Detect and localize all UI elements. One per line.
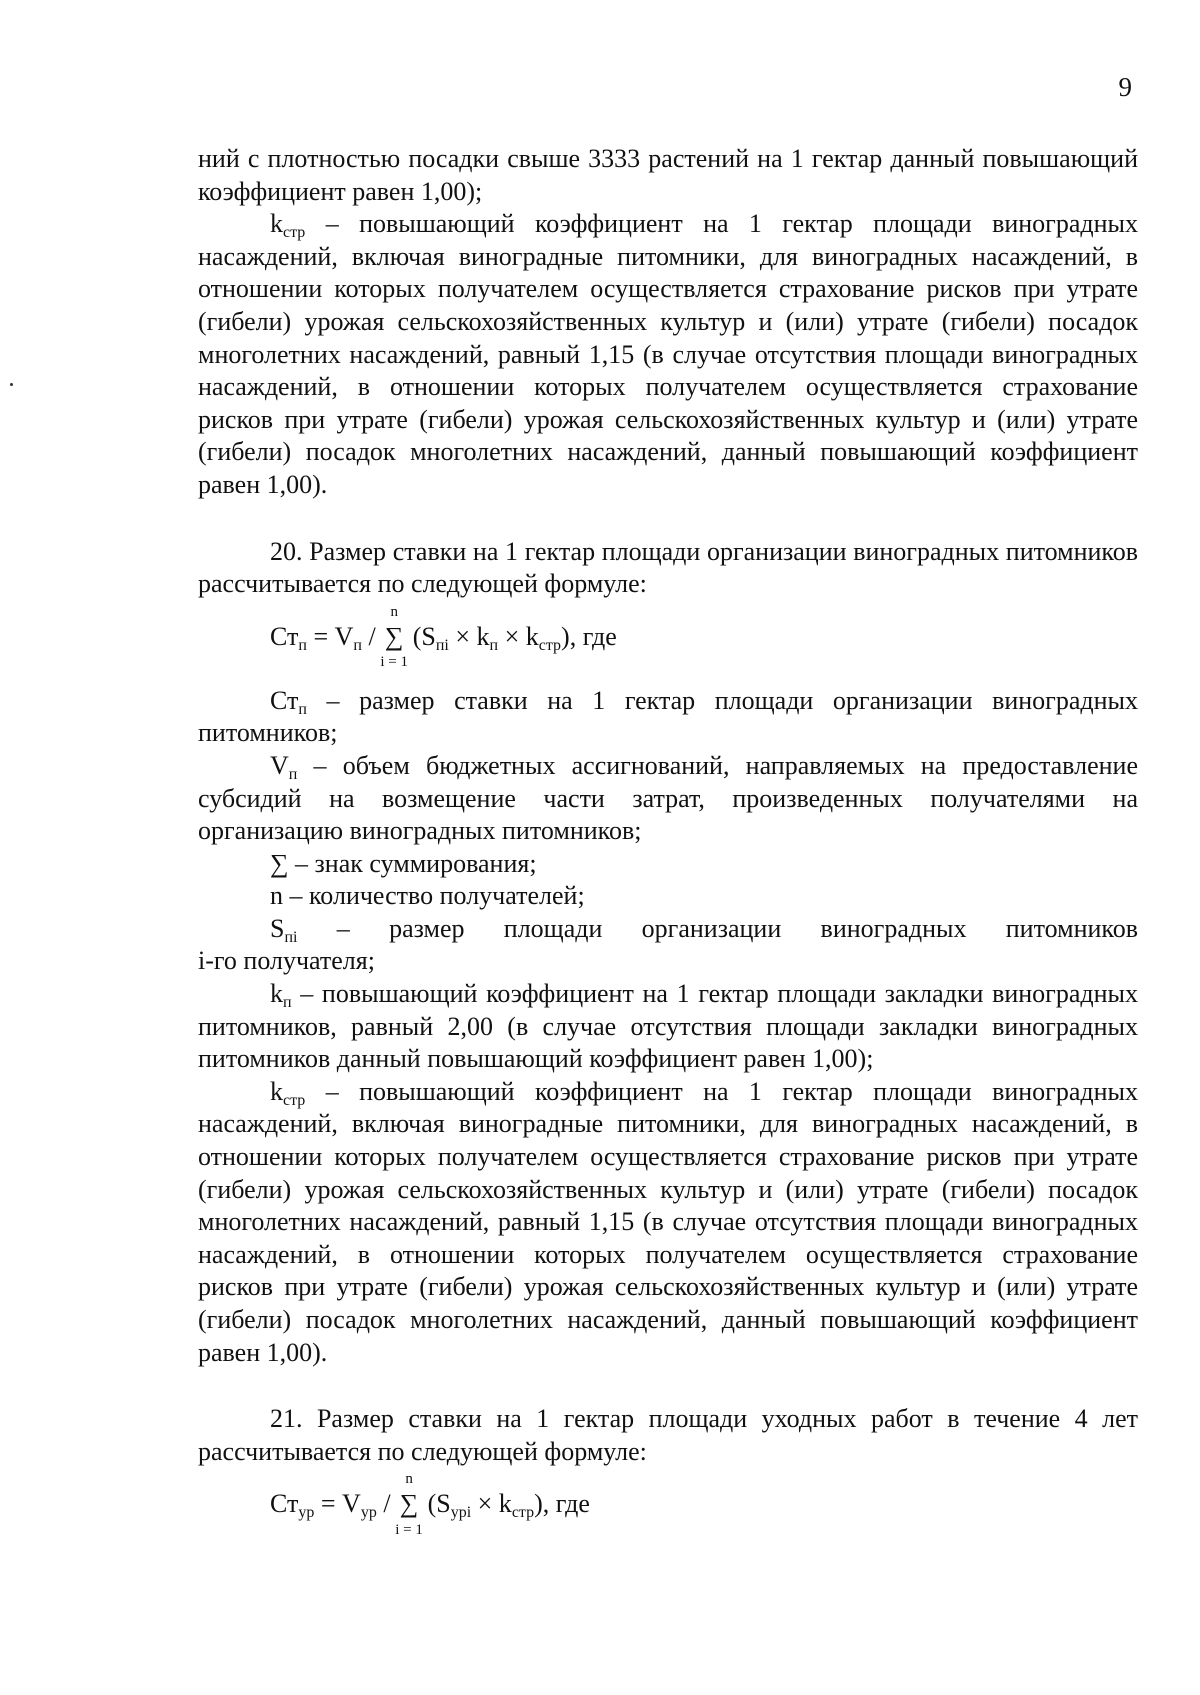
definition-n: n – количество получателей; xyxy=(270,881,585,911)
paragraph-continuation: ний с плотностью посадки свыше 3333 растений на 1 гектар данный повышающий коэффициент равен 1,00); xyxy=(198,144,1138,206)
definition-s: $S_{пi}$ – размер площади организации виноградных питомников xyxy=(270,913,1138,946)
definition-ct: $Ст_п$ – размер ставки на 1 гектар площади организации виноградных питомников; xyxy=(198,685,1138,748)
page-number: 9 xyxy=(1118,72,1132,102)
item-20: 20. Размер ставки на 1 гектар площади организации виноградных питомников рассчитывается по следующей формуле: xyxy=(198,536,1138,599)
formula-20: $Ст_п = V_п$ / n ∑ i = 1 $(S_{пi} \times k_п \times k_{стр})$, где xyxy=(270,603,617,671)
sum-symbol: n ∑ i = 1 xyxy=(395,1471,423,1538)
definition-kstr-2: $k_{стр}$ – повышающий коэффициент на 1 гектар площади виноградных насаждений, включая виноградные питомники, для виноградных насаждений, в отношении которых получателем осуществляется страхование рисков при утрате (гибели) урожая сельскохозяйственных культур и (или) утрате (гибели) посадок многолетних насаждений, равный 1,15 (в случае отсутствия площади виноградных насаждений, в отношении которых получателем осуществляется страхование рисков при утрате (гибели) урожая сельскохозяйственных культур и (или) утрате (гибели) посадок многолетних насаждений, данный повышающий коэффициент равен 1,00). xyxy=(198,1076,1138,1367)
document-body xyxy=(198,143,1138,1552)
item-21: 21. Размер ставки на 1 гектар площади уходных работ в течение 4 лет рассчитывается по следующей формуле: xyxy=(198,1404,1138,1466)
formula-21: $Ст_{ур} = V_{ур}$ / n ∑ i = 1 $(S_{урi} \times k_{стр})$, где xyxy=(270,1471,590,1538)
margin-mark xyxy=(10,383,13,386)
sum-symbol: n ∑ i = 1 xyxy=(380,603,409,671)
definition-kstr-1: $k_{стр}$ – повышающий коэффициент на 1 гектар площади виноградных насаждений, включая виноградные питомники, для виноградных насаждений, в отношении которых получателем осуществляется страхование рисков при утрате (гибели) урожая сельскохозяйственных культур и (или) утрате (гибели) посадок многолетних насаждений, равный 1,15 (в случае отсутствия площади виноградных насаждений, в отношении которых получателем осуществляется страхование рисков при утрате (гибели) урожая сельскохозяйственных культур и (или) утрате (гибели) посадок многолетних насаждений, данный повышающий коэффициент равен 1,00). xyxy=(198,209,1138,499)
definition-v: $V_п$ – объем бюджетных ассигнований, направляемых на предоставление субсидий на возмещение части затрат, произведенных получателями на организацию виноградных питомников; xyxy=(198,750,1138,846)
definition-kn: $k_п$ – повышающий коэффициент на 1 гектар площади закладки виноградных питомников, равный 2,00 (в случае отсутствия площади закладки виноградных питомников данный повышающий коэффициент равен 1,00); xyxy=(198,979,1138,1074)
definition-sum: ∑ – знак суммирования; xyxy=(270,848,537,878)
definition-s-continuation: i-го получателя; xyxy=(198,946,375,976)
